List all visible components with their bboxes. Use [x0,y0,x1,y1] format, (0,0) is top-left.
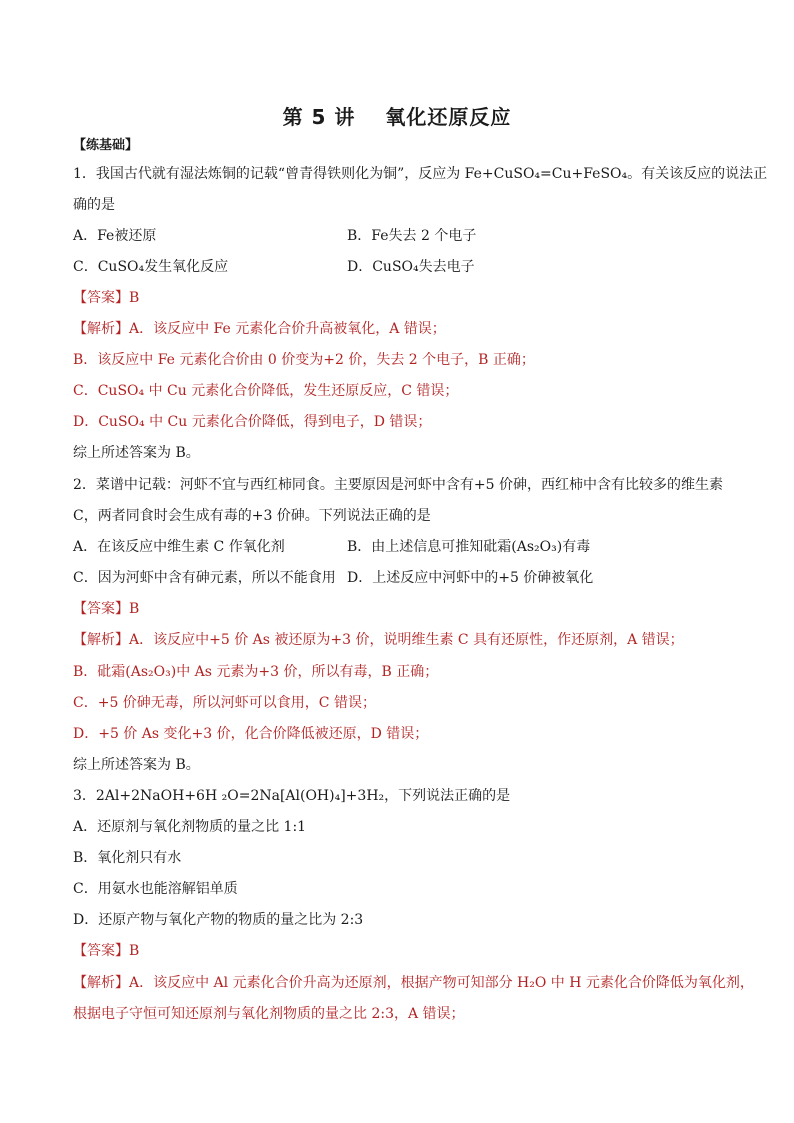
q1-explanation-c: C．CuSO₄ 中 Cu 元素化合价降低，发生还原反应，C 错误； [73,383,459,399]
q1-option-b: B．Fe失去 2 个电子 [347,228,477,244]
q2-summary: 综上所述答案为 B。 [73,757,200,773]
q1-option-c: C．CuSO₄发生氧化反应 [73,259,229,275]
q1-answer: 【答案】B [73,290,140,306]
q2-explanation-a: 【解析】A．该反应中+5 价 As 被还原为+3 价，说明维生素 C 具有还原性，作还原剂，A 错误； [73,632,684,648]
q2-option-c: C．因为河虾中含有砷元素，所以不能食用 [73,570,336,586]
q3-option-b: B．氧化剂只有水 [73,850,182,866]
q2-explanation-c: C．+5 价砷无毒，所以河虾可以食用，C 错误； [73,695,376,711]
q3-explanation-line1: 【解析】A．该反应中 Al 元素化合价升高为还原剂，根据产物可知部分 H₂O 中 H 元素化合价降低为氧化剂， [73,975,754,991]
page-title [0,101,794,130]
q1-option-d: D．CuSO₄失去电子 [347,259,475,275]
q3-stem: 3．2Al+2NaOH+6H ₂O=2Na[Al(OH)₄]+3H₂，下列说法正确的是 [73,788,511,804]
q2-stem-line1: 2．菜谱中记载：河虾不宜与西红柿同食。主要原因是河虾中含有+5 价砷，西红柿中含有比较多的维生素 [73,477,723,493]
q1-stem-line2: 确的是 [73,197,115,213]
q2-explanation-b: B．砒霜(As₂O₃)中 As 元素为+3 价，所以有毒，B 正确； [73,664,439,680]
q1-stem-line1: 1．我国古代就有湿法炼铜的记载“曾青得铁则化为铜”，反应为 Fe+CuSO₄=Cu+FeSO₄。有关该反应的说法正 [73,166,768,182]
q3-answer: 【答案】B [73,943,140,959]
q1-option-a: A．Fe被还原 [73,228,157,244]
q1-explanation-b: B．该反应中 Fe 元素化合价由 0 价变为+2 价，失去 2 个电子，B 正确； [73,352,535,368]
q2-answer: 【答案】B [73,601,140,617]
q2-option-b: B．由上述信息可推知砒霜(As₂O₃)有毒 [347,539,591,555]
q2-option-a: A．在该反应中维生素 C 作氧化剂 [73,539,285,555]
q1-explanation-d: D．CuSO₄ 中 Cu 元素化合价降低，得到电子，D 错误； [73,414,432,430]
q2-stem-line2: C，两者同食时会生成有毒的+3 价砷。下列说法正确的是 [73,508,431,524]
q3-option-d: D．还原产物与氧化产物的物质的量之比为 2:3 [73,912,364,928]
lecture-number: 第 5 讲 [282,105,356,129]
q2-explanation-d: D．+5 价 As 变化+3 价，化合价降低被还原，D 错误； [73,726,429,742]
q1-explanation-a: 【解析】A．该反应中 Fe 元素化合价升高被氧化，A 错误； [73,321,446,337]
q3-option-a: A．还原剂与氧化剂物质的量之比 1:1 [73,819,307,835]
lecture-topic: 氧化还原反应 [385,105,512,129]
q1-summary: 综上所述答案为 B。 [73,445,200,461]
q3-explanation-line2: 根据电子守恒可知还原剂与氧化剂物质的量之比 2:3，A 错误； [73,1006,465,1022]
q3-option-c: C．用氨水也能溶解铝单质 [73,881,238,897]
section-heading: 【练基础】 [73,138,139,153]
q2-option-d: D．上述反应中河虾中的+5 价砷被氧化 [347,570,594,586]
